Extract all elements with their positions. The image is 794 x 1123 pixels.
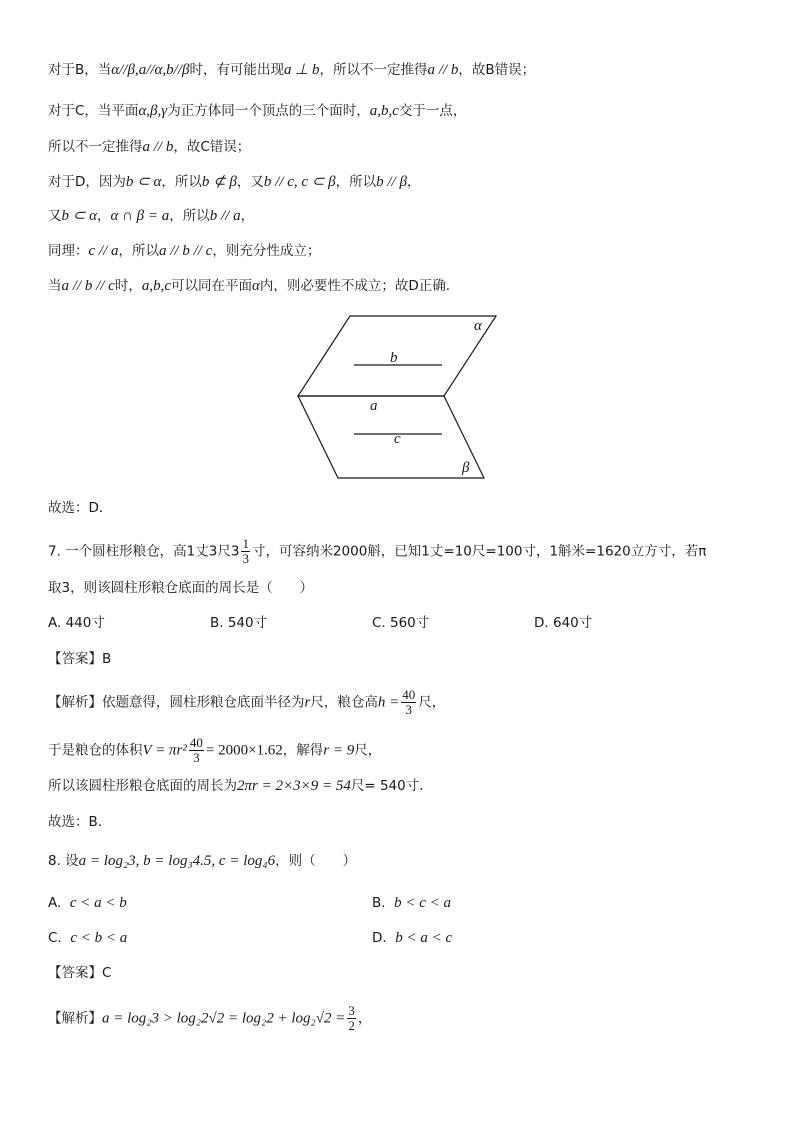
text: 又 (48, 208, 62, 224)
q7-analysis-2 (48, 736, 381, 765)
math: a // b (142, 139, 174, 155)
text: 当 (48, 278, 62, 294)
text: 尺， (354, 742, 382, 759)
text: 内，则必要性不成立；故D正确. (259, 278, 451, 294)
fraction (401, 688, 416, 717)
text: ，所以 (335, 174, 377, 190)
q7-analysis-1 (48, 688, 445, 717)
text: 尺， (418, 694, 446, 711)
text: ， (240, 208, 255, 224)
q7-analysis-3 (48, 776, 424, 796)
option-label: C. (48, 930, 62, 946)
math: a // b // c (61, 278, 115, 294)
q8-analysis-1 (48, 1004, 371, 1033)
q7-stem-2 (48, 578, 313, 598)
q8-option-c (48, 928, 127, 948)
denominator: 3 (242, 551, 249, 566)
math: b ⊄ β (201, 174, 237, 190)
label-beta: β (462, 460, 470, 476)
q7-answer (48, 649, 111, 669)
option-expr: c < b < a (70, 930, 128, 946)
numerator: 40 (189, 735, 203, 750)
option-expr: b < a < c (395, 930, 453, 946)
text: 对于D，因为 (48, 174, 126, 190)
text: 可以同在平面 (171, 278, 252, 294)
planes-figure (290, 308, 502, 484)
text: ，则（ ） (275, 853, 357, 869)
math: α (252, 278, 260, 294)
math: = 2000×1.62 (205, 742, 283, 759)
math: α,β,γ (138, 103, 168, 119)
math: b // β (376, 174, 407, 190)
math: V = πr² (142, 742, 187, 759)
math: b ⊂ α (125, 174, 162, 190)
option-c-conclusion (48, 137, 250, 157)
plane-beta (298, 396, 484, 478)
fraction (347, 1004, 356, 1033)
math: a = log₂3, b = log₃4.5, c = log₄6 (78, 853, 276, 869)
math: b ⊂ α (61, 208, 97, 224)
option-expr: b < c < a (394, 895, 452, 911)
text: 取3，则该圆柱形粮仓底面的周长是（ ） (48, 580, 314, 596)
text: 同理： (48, 243, 89, 259)
math: b // c, c ⊂ β (263, 174, 336, 190)
numerator: 40 (402, 687, 416, 702)
denominator: 3 (405, 702, 412, 717)
q8-option-b (372, 893, 451, 913)
text: 为正方体同一个顶点的三个面时， (167, 103, 370, 119)
fraction (189, 736, 204, 765)
option-expr: c < a < b (69, 895, 127, 911)
math: a // b // c (159, 243, 213, 259)
option-d-analysis (48, 172, 420, 192)
text: 交于一点， (398, 103, 467, 119)
q7-option-b: B. 540寸 (210, 615, 268, 631)
text: 对于B，当 (48, 62, 112, 78)
math: b // a (209, 208, 241, 224)
option-d-conclusion (48, 276, 450, 296)
text: 所以该圆柱形粮仓底面的周长为 (48, 778, 237, 794)
text: 7. 一个圆柱形粮仓，高1丈3尺3 (48, 543, 240, 560)
label-b: b (390, 350, 398, 366)
denominator: 2 (348, 1018, 355, 1033)
text: ，故C错误； (173, 139, 251, 155)
math: c // a (88, 243, 119, 259)
text: 故选：D. (48, 500, 104, 516)
text: ， (357, 1010, 372, 1027)
option-label: B. (372, 895, 386, 911)
q8-option-a (48, 893, 127, 913)
math: a // b (427, 62, 459, 78)
numerator: 3 (348, 1003, 355, 1018)
text: ， (406, 174, 421, 190)
fraction (241, 537, 250, 566)
text: 依题意得，圆柱形粮仓底面半径为 (102, 694, 305, 711)
math: a ⊥ b (283, 62, 320, 78)
text: 对于C，当平面 (48, 103, 139, 119)
q8-option-d (372, 928, 452, 948)
text: 尺，粮仓高 (310, 694, 378, 711)
option-label: D. (372, 930, 387, 946)
label-a: a (370, 398, 378, 414)
text: ，又 (236, 174, 264, 190)
text: 寸，可容纳米2000斛，已知1丈=10尺=100寸，1斛米=1620立方寸，若π (251, 543, 707, 560)
option-b-analysis (48, 60, 535, 80)
text: ，则充分性成立； (212, 243, 321, 259)
analysis-label: 【解析】 (48, 694, 102, 711)
text: ，所以 (161, 174, 202, 190)
analysis-label: 【解析】 (48, 1010, 102, 1027)
q8-answer (48, 963, 111, 983)
math: α//β,a//α,b//β (111, 62, 190, 78)
text: ，解得 (282, 742, 324, 759)
answer-label: 【答案】C (48, 965, 112, 981)
q7-stem (48, 537, 706, 566)
q7-choice (48, 812, 102, 832)
math: r = 9 (323, 742, 355, 759)
q7-option-d: D. 640寸 (534, 615, 593, 631)
math: 2πr = 2×3×9 = 54 (237, 778, 351, 794)
answer-label: 【答案】B (48, 651, 112, 667)
option-c-analysis (48, 101, 466, 121)
text: ，所以不一定推得 (319, 62, 428, 78)
label-alpha: α (474, 318, 482, 334)
math: h = (377, 694, 400, 711)
text: 所以不一定推得 (48, 139, 143, 155)
option-d-analysis-2 (48, 206, 254, 226)
math: r (304, 694, 311, 711)
text: 时，有可能出现 (189, 62, 284, 78)
text: 时， (114, 278, 142, 294)
text: 8. 设 (48, 853, 79, 869)
math: a,b,c (369, 103, 399, 119)
q6-choice (48, 498, 103, 518)
option-d-analysis-3 (48, 241, 320, 261)
q7-option-c: C. 560寸 (372, 615, 430, 631)
text: ，所以 (169, 208, 210, 224)
text: ，所以 (118, 243, 159, 259)
text: ， (96, 208, 111, 224)
math: a,b,c (141, 278, 171, 294)
denominator: 3 (193, 750, 200, 765)
text: 故选：B. (48, 814, 103, 830)
text: 尺= 540寸. (350, 778, 424, 794)
math: α ∩ β = a (110, 208, 170, 224)
math: a = log₂3 > log₂2√2 = log₂2 + log₂√2 = (102, 1010, 346, 1027)
text: 于是粮仓的体积 (48, 742, 143, 759)
q7-option-a: A. 440寸 (48, 615, 105, 631)
option-label: A. (48, 895, 62, 911)
numerator: 1 (242, 536, 249, 551)
q8-stem (48, 851, 356, 871)
label-c: c (394, 431, 401, 447)
text: ，故B错误； (458, 62, 536, 78)
